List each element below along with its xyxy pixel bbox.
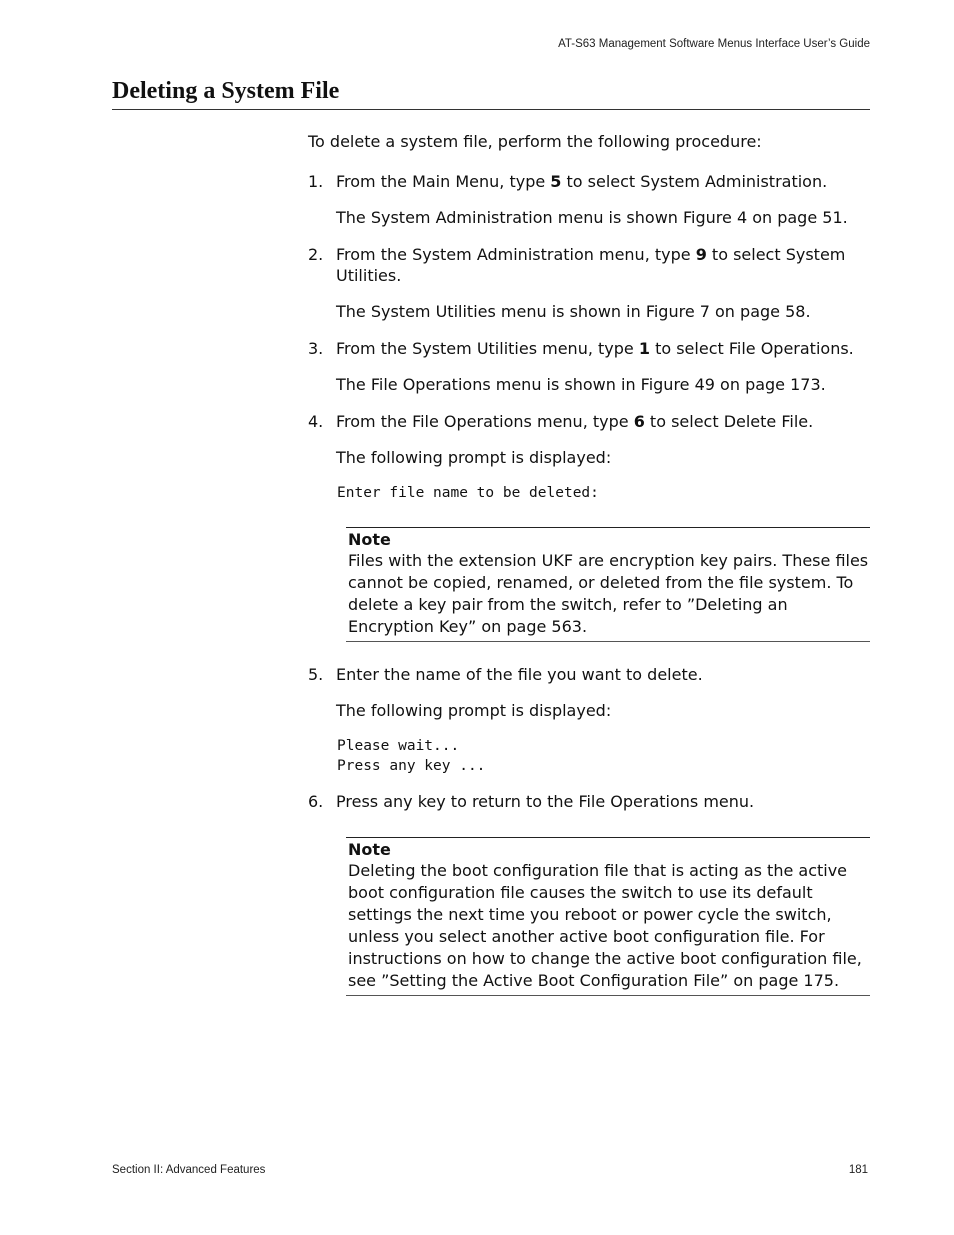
note-box	[346, 527, 870, 642]
step-text-pre: From the System Administration menu, type	[336, 245, 696, 264]
step-1	[308, 171, 870, 228]
note-text: Deleting the boot configuration file that is acting as the active boot configuration file causes the switch to use its default settings the next time you reboot or power cycle the switch, unless you select another active boot configuration file. For instructions on how to change the active boot configuration file, see ”Setting the Active Boot Configuration File” on page 175.	[348, 861, 862, 990]
step-key: 6	[633, 412, 645, 431]
code-prompt: Enter file name to be deleted:	[337, 485, 599, 501]
step-text: Press any key to return to the File Operations menu.	[336, 792, 755, 811]
step-text-pre: From the Main Menu, type	[336, 172, 551, 191]
step-number: 4.	[308, 412, 324, 431]
page-number: 181	[848, 1164, 868, 1176]
step-3	[308, 338, 870, 395]
step-text-post: to select File Operations.	[649, 339, 854, 358]
step-text-pre: From the File Operations menu, type	[336, 412, 634, 431]
step-text-post: to select System Administration.	[561, 172, 828, 191]
body-column	[308, 131, 870, 996]
step-text	[336, 338, 870, 359]
footer-section: Section II: Advanced Features	[112, 1164, 266, 1176]
step-text	[336, 171, 870, 192]
step-key: 5	[550, 172, 562, 191]
step-text	[336, 411, 870, 432]
step-result: The following prompt is displayed:	[336, 701, 612, 720]
note-label: Note	[348, 530, 391, 549]
step-number: 1.	[308, 172, 324, 191]
step-number: 3.	[308, 339, 324, 358]
step-text-pre: From the System Utilities menu, type	[336, 339, 639, 358]
step-number: 5.	[308, 665, 324, 684]
step-2	[308, 244, 870, 322]
step-key: 1	[638, 339, 650, 358]
step-text	[336, 244, 870, 286]
step-key: 9	[695, 245, 707, 264]
step-4	[308, 411, 870, 503]
step-result: The System Utilities menu is shown in Figure 7 on page 58.	[336, 302, 811, 321]
code-prompt: Please wait... Press any key ...	[337, 738, 486, 774]
step-number: 2.	[308, 245, 324, 264]
step-text-post: to select System Utilities.	[336, 245, 846, 285]
note-label: Note	[348, 840, 391, 859]
note-box	[346, 837, 870, 996]
step-result: The System Administration menu is shown Figure 4 on page 51.	[336, 208, 848, 227]
step-result: The File Operations menu is shown in Figure 49 on page 173.	[336, 375, 826, 394]
note-text: Files with the extension UKF are encryption key pairs. These files cannot be copied, renamed, or deleted from the file system. To delete a key pair from the switch, refer to ”Deleting an Encryption Key” on page 563.	[348, 551, 869, 636]
step-text: Enter the name of the file you want to delete.	[336, 665, 703, 684]
step-6	[308, 791, 870, 812]
step-5	[308, 664, 870, 776]
step-text-post: to select Delete File.	[644, 412, 814, 431]
intro-text: To delete a system file, perform the following procedure:	[308, 132, 762, 151]
step-result: The following prompt is displayed:	[336, 448, 612, 467]
title-rule	[112, 109, 870, 110]
step-number: 6.	[308, 792, 324, 811]
section-title: Deleting a System File	[112, 78, 340, 104]
running-header: AT-S63 Management Software Menus Interface User’s Guide	[558, 38, 870, 50]
